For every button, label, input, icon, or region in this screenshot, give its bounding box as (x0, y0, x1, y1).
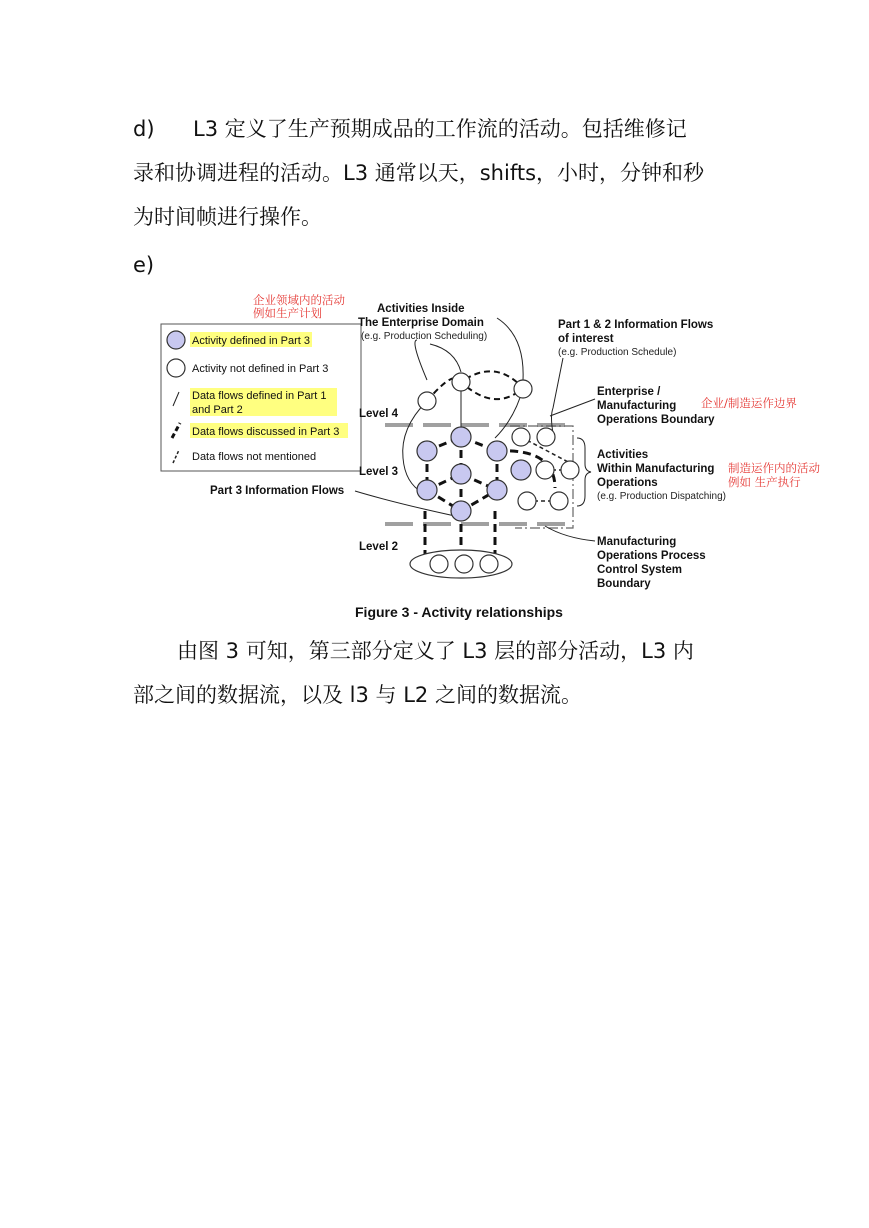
l2-activity (430, 555, 448, 573)
l3-undefined-activity (537, 428, 555, 446)
level-4-label: Level 4 (359, 408, 398, 420)
l4-activity-center (452, 373, 470, 391)
l4-activity-left (418, 392, 436, 410)
l3-defined-activity (487, 441, 507, 461)
figure-caption: Figure 3 - Activity relationships (355, 604, 563, 620)
label-control-boundary-4: Boundary (597, 578, 651, 590)
annotation-boundary: 企业/制造运作边界 (701, 396, 797, 410)
paragraph-d-line2: 录和协调进程的活动。L3 通常以天，shifts，小时，分钟和秒 (133, 161, 705, 185)
l3-defined-activity (487, 480, 507, 500)
label-activities-inside-eg: (e.g. Production Scheduling) (361, 331, 488, 342)
label-control-boundary-3: Control System (597, 564, 682, 576)
arrow-activities-inside-left (415, 340, 427, 380)
arrow-activities-inside-mid (430, 344, 461, 372)
paragraph-summary-line1: 由图 3 可知，第三部分定义了 L3 层的部分活动，L3 内 (177, 639, 694, 663)
arrow-part12-flows (552, 358, 564, 433)
label-control-boundary-1: Manufacturing (597, 536, 677, 548)
l3-undefined-activity (550, 492, 568, 510)
arrow-part3-flows (355, 491, 455, 516)
annotation-enterprise-activities-1: 企业领域内的活动 (253, 293, 345, 307)
label-part12-flows-1: Part 1 & 2 Information Flows (558, 319, 714, 331)
paragraph-e (133, 243, 753, 287)
l3-undefined-activity (512, 428, 530, 446)
legend-filled-circle-icon (167, 331, 185, 349)
annotation-enterprise-activities-2: 例如生产计划 (253, 306, 322, 320)
label-activities-inside-2: The Enterprise Domain (358, 317, 484, 329)
l3-undefined-activity (536, 461, 554, 479)
label-part12-eg: (e.g. Production Schedule) (558, 347, 677, 358)
legend-item-defined: Activity defined in Part 3 (192, 335, 311, 347)
paragraph-summary-line2: 部之间的数据流，以及 l3 与 L2 之间的数据流。 (133, 683, 582, 707)
label-enterprise-boundary-1: Enterprise / (597, 386, 661, 398)
label-activities-within-3: Operations (597, 477, 658, 489)
level-2-label: Level 2 (359, 541, 398, 553)
l2-activity (480, 555, 498, 573)
paragraph-d-line1: L3 定义了生产预期成品的工作流的活动。包括维修记 (193, 117, 687, 141)
label-activities-inside-1: Activities Inside (377, 303, 465, 315)
level4-flow-loop (427, 371, 523, 401)
list-marker-e: e) (133, 253, 155, 277)
activity-diagram (155, 288, 855, 628)
legend-item-flows-part12-a: Data flows defined in Part 1 (192, 390, 327, 402)
label-part3-flows: Part 3 Information Flows (210, 485, 345, 497)
label-activities-within-eg: (e.g. Production Dispatching) (597, 491, 726, 502)
level-3-label: Level 3 (359, 466, 398, 478)
label-part12-flows-2: of interest (558, 333, 614, 345)
label-activities-within-2: Within Manufacturing (597, 463, 715, 475)
label-activities-within-1: Activities (597, 449, 649, 461)
label-control-boundary-2: Operations Process (597, 550, 706, 562)
l3-defined-activity (417, 480, 437, 500)
legend-item-not-defined: Activity not defined in Part 3 (192, 363, 329, 375)
l2-activity (455, 555, 473, 573)
paragraph-d-line3: 为时间帧进行操作。 (133, 205, 322, 229)
arrow-enterprise-boundary (550, 399, 595, 416)
l3-defined-activity (511, 460, 531, 480)
annotation-within-2: 例如 生产执行 (728, 475, 801, 489)
paragraph-summary (133, 629, 753, 717)
label-enterprise-boundary-3: Operations Boundary (597, 414, 715, 426)
list-marker-d: d) (133, 117, 155, 141)
legend-item-flows-part3: Data flows discussed in Part 3 (192, 426, 340, 438)
l3-defined-activity (417, 441, 437, 461)
l3-undefined-activity (561, 461, 579, 479)
arrow-activities-inside-right (497, 318, 523, 380)
l4-activity-right (514, 380, 532, 398)
paragraph-d (133, 107, 753, 239)
l3-defined-activity (451, 464, 471, 484)
l3-defined-activity (451, 501, 471, 521)
label-enterprise-boundary-2: Manufacturing (597, 400, 677, 412)
legend-item-flows-part12-b: and Part 2 (192, 404, 243, 416)
figure-activity-relationships (155, 288, 855, 628)
annotation-within-1: 制造运作内的活动 (728, 461, 820, 475)
legend-item-not-mentioned: Data flows not mentioned (192, 451, 317, 463)
legend-empty-circle-icon (167, 359, 185, 377)
l3-defined-activity (451, 427, 471, 447)
l3-undefined-activity (518, 492, 536, 510)
